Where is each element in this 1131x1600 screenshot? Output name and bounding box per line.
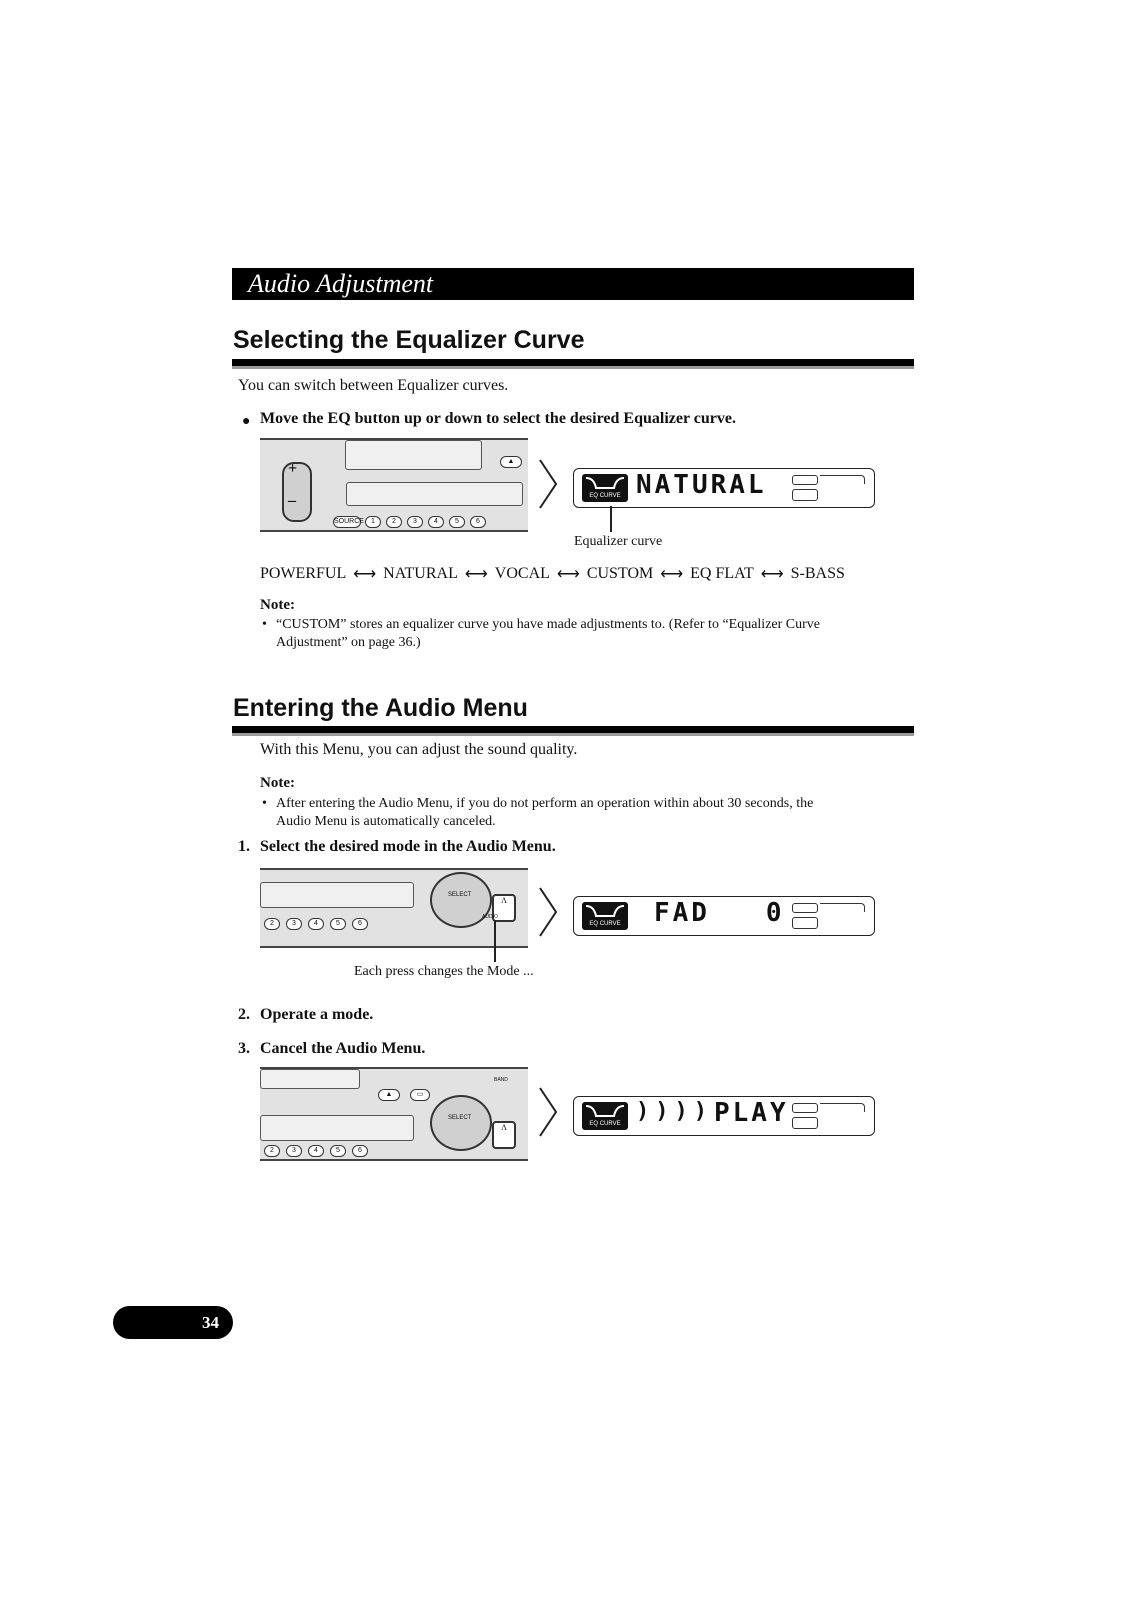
plus-icon: + <box>288 460 298 477</box>
step-text: Select the desired mode in the Audio Menu. <box>260 838 556 855</box>
preset-3: 3 <box>286 918 302 930</box>
head-unit-cancel-illustration <box>260 1067 528 1161</box>
double-arrow-icon: ⟷ <box>556 566 580 583</box>
eq-instruction: Move the EQ button up or down to select the desired Equalizer curve. <box>260 410 736 427</box>
lcd-indicator <box>792 475 818 485</box>
preset-2: 2 <box>264 1145 280 1157</box>
preset-4: 4 <box>308 1145 324 1157</box>
curve-option: EQ FLAT <box>690 565 754 582</box>
page-number: 34 <box>202 1313 219 1332</box>
lcd-prefix: )))) <box>636 1099 713 1124</box>
preset-1: 1 <box>365 516 381 528</box>
head-unit-eq-illustration <box>260 438 528 532</box>
eq-curve-badge: EQ CURVE <box>589 1121 621 1127</box>
eq-curve-badge: EQ CURVE <box>589 921 621 927</box>
cassette-slot <box>346 482 523 506</box>
double-arrow-icon: ⟷ <box>464 566 488 583</box>
lcd-indicator <box>792 1117 818 1129</box>
page-number-badge <box>113 1306 233 1339</box>
step-number: 3. <box>238 1040 250 1057</box>
menu-section-title: Entering the Audio Menu <box>233 694 528 722</box>
lcd-display-eq <box>573 468 875 508</box>
head-unit-audio-illustration <box>260 868 528 948</box>
cassette-slot <box>260 1115 414 1141</box>
preset-6: 6 <box>352 1145 368 1157</box>
lcd-indicator <box>820 475 865 484</box>
double-arrow-icon: ⟷ <box>660 566 684 583</box>
menu-note-line: After entering the Audio Menu, if you do not perform an operation within about 30 seconds, the <box>276 796 814 811</box>
bullet-icon: ● <box>242 414 251 429</box>
cassette-slot <box>260 882 414 908</box>
preset-5: 5 <box>330 918 346 930</box>
select-label: SELECT <box>448 1115 472 1121</box>
select-joystick <box>430 1095 492 1151</box>
preset-5: 5 <box>330 1145 346 1157</box>
lcd-indicator <box>792 903 818 913</box>
lcd-indicator <box>792 917 818 929</box>
audio-button: Λ <box>492 894 516 922</box>
eq-curve-indicator <box>582 474 628 502</box>
bullet-icon: • <box>262 617 267 632</box>
eq-curve-indicator <box>582 902 628 930</box>
menu-intro: With this Menu, you can adjust the sound quality. <box>260 741 578 758</box>
eq-section-title: Selecting the Equalizer Curve <box>233 326 585 354</box>
double-arrow-icon: ⟷ <box>760 566 784 583</box>
menu-title-rule <box>232 726 914 736</box>
eq-title-rule <box>232 359 914 369</box>
eq-note-title: Note: <box>260 597 295 613</box>
preset-4: 4 <box>428 516 444 528</box>
source-button: SOURCE <box>333 516 361 528</box>
double-arrow-icon: ⟷ <box>353 566 377 583</box>
curve-option: VOCAL <box>494 565 550 582</box>
callout-line <box>494 920 496 962</box>
eject-icon: ▲ <box>378 1089 400 1101</box>
audio-label: AUDIO <box>482 914 498 920</box>
preset-6: 6 <box>352 918 368 930</box>
lcd-display-play <box>573 1096 875 1136</box>
arrow-right-icon <box>538 458 558 510</box>
tape-door <box>345 440 482 470</box>
arrow-right-icon <box>538 886 558 938</box>
lcd-indicator <box>792 489 818 501</box>
step-number: 1. <box>238 838 250 855</box>
lcd-indicator <box>820 1103 865 1112</box>
curve-option: CUSTOM <box>586 565 654 582</box>
audio-button: Λ <box>492 1121 516 1149</box>
eq-note-line: Adjustment” on page 36.) <box>276 635 421 650</box>
audio-callout: Each press changes the Mode ... <box>354 964 534 979</box>
menu-note-line: Audio Menu is automatically canceled. <box>276 814 496 829</box>
preset-3: 3 <box>286 1145 302 1157</box>
preset-4: 4 <box>308 918 324 930</box>
curve-option: POWERFUL <box>260 565 347 582</box>
preset-2: 2 <box>264 918 280 930</box>
lcd-indicator <box>820 903 865 912</box>
eq-curve-icon <box>582 474 628 494</box>
eq-intro: You can switch between Equalizer curves. <box>238 377 509 394</box>
preset-3: 3 <box>407 516 423 528</box>
lcd-indicator <box>792 1103 818 1113</box>
curve-option: S-BASS <box>790 565 845 582</box>
step-text: Cancel the Audio Menu. <box>260 1040 426 1057</box>
eq-curve-icon <box>582 1102 628 1122</box>
step-number: 2. <box>238 1006 250 1023</box>
preset-2: 2 <box>386 516 402 528</box>
band-label: BAND <box>494 1077 508 1083</box>
lcd-text: FAD 0 <box>654 898 785 928</box>
lcd-text: PLAY <box>714 1098 789 1128</box>
tape-door <box>260 1069 360 1089</box>
select-label: SELECT <box>448 892 472 898</box>
lcd-display-fad <box>573 896 875 936</box>
bullet-icon: • <box>262 796 267 811</box>
step-text: Operate a mode. <box>260 1006 374 1023</box>
eq-note-line: “CUSTOM” stores an equalizer curve you have made adjustments to. (Refer to “Equalizer Curve <box>276 617 821 632</box>
eq-callout: Equalizer curve <box>574 534 663 549</box>
arrow-right-icon <box>538 1086 558 1138</box>
preset-6: 6 <box>470 516 486 528</box>
callout-line <box>610 506 612 532</box>
eject-icon: ▲ <box>500 456 522 468</box>
section-title: Audio Adjustment <box>248 269 434 298</box>
detach-icon: ▭ <box>410 1089 430 1101</box>
curve-option: NATURAL <box>383 565 458 582</box>
curve-sequence <box>260 564 845 584</box>
eq-curve-badge: EQ CURVE <box>589 493 621 499</box>
section-banner <box>232 268 914 300</box>
eq-curve-indicator <box>582 1102 628 1130</box>
preset-5: 5 <box>449 516 465 528</box>
menu-note-title: Note: <box>260 775 295 791</box>
minus-icon: – <box>288 492 296 509</box>
eq-curve-icon <box>582 902 628 922</box>
lcd-text: NATURAL <box>636 470 767 500</box>
